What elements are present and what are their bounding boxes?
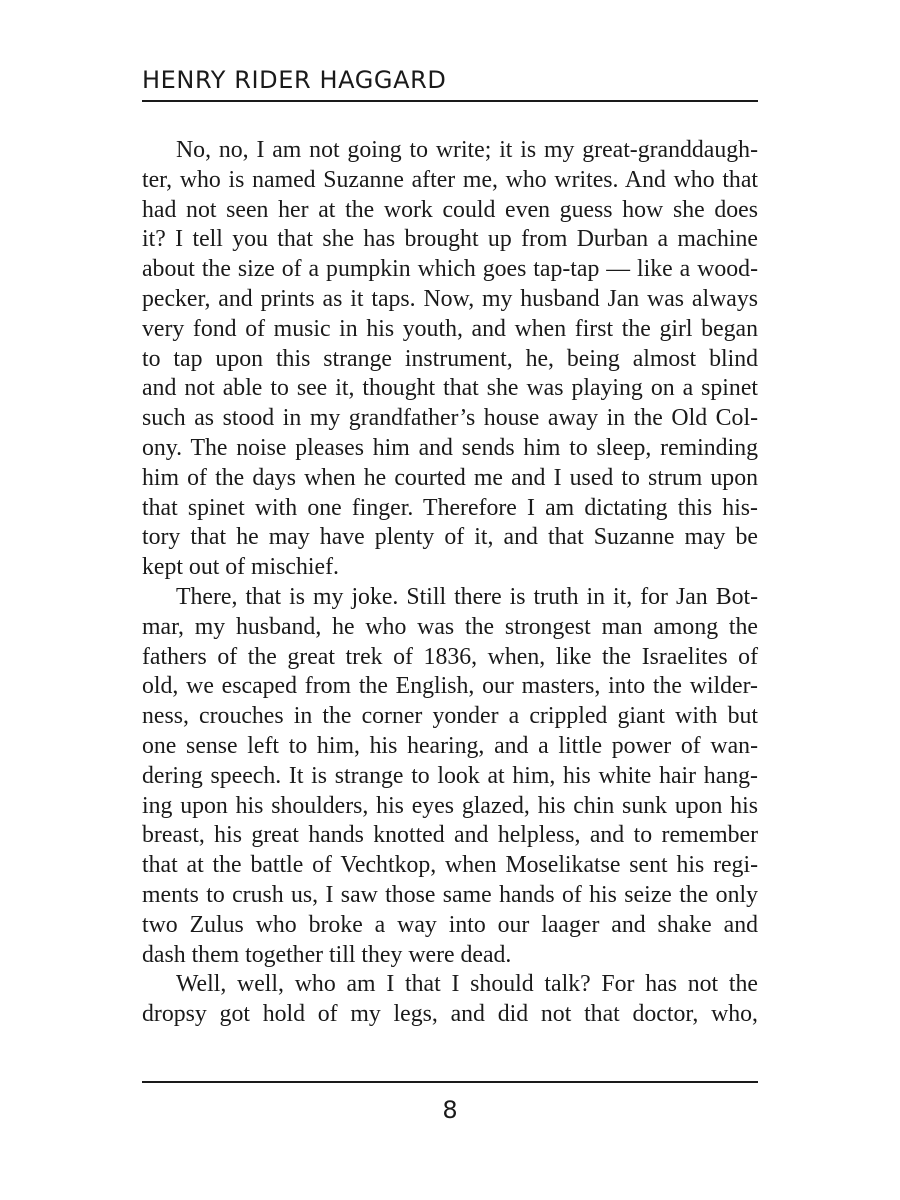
text-line: No, no, I am not going to write; it is my great-granddaugh-	[176, 137, 758, 163]
text-line: him of the days when he courted me and I used to strum upon	[142, 464, 758, 491]
text-line: ony. The noise pleases him and sends him to sleep, reminding	[142, 434, 758, 461]
page-number: 8	[442, 1096, 458, 1124]
paragraph-3	[142, 970, 758, 1030]
text-line: had not seen her at the work could even guess how she does	[142, 196, 758, 223]
text-line: ments to crush us, I saw those same hands of his seize the only	[142, 881, 758, 908]
text-line: mar, my husband, he who was the strongest man among the	[142, 613, 758, 640]
text-line: fathers of the great trek of 1836, when, like the Israelites of	[142, 643, 758, 670]
text-line: dering speech. It is strange to look at him, his white hair hang-	[142, 762, 758, 789]
text-line: pecker, and prints as it taps. Now, my husband Jan was always	[142, 285, 758, 312]
text-line: and not able to see it, thought that she was playing on a spinet	[142, 375, 758, 402]
text-line: that spinet with one finger. Therefore I am dictating this his-	[142, 494, 758, 521]
text-line: ness, crouches in the corner yonder a crippled giant with but	[142, 703, 758, 730]
text-line: dash them together till they were dead.	[142, 941, 512, 968]
text-line: Well, well, who am I that I should talk? For has not the	[176, 971, 758, 998]
paragraph-2	[142, 583, 758, 970]
text-line: two Zulus who broke a way into our laager and shake and	[142, 911, 758, 938]
text-line: kept out of mischief.	[142, 554, 339, 581]
text-line: about the size of a pumpkin which goes tap-tap — like a wood-	[142, 256, 758, 283]
text-line: old, we escaped from the English, our masters, into the wilder-	[142, 673, 758, 700]
running-header: HENRY RIDER HAGGARD	[142, 66, 447, 94]
text-line: dropsy got hold of my legs, and did not that doctor, who,	[142, 1001, 758, 1028]
footer-rule	[142, 1081, 758, 1083]
text-line: one sense left to him, his hearing, and a little power of wan-	[142, 732, 758, 759]
text-line: it? I tell you that she has brought up from Durban a machine	[142, 226, 758, 253]
text-line: There, that is my joke. Still there is truth in it, for Jan Bot-	[176, 583, 758, 610]
body-text	[142, 136, 758, 1030]
text-line: to tap upon this strange instrument, he, being almost blind	[142, 345, 758, 372]
text-line: such as stood in my grandfather’s house away in the Old Col-	[142, 405, 758, 432]
text-line: tory that he may have plenty of it, and that Suzanne may be	[142, 524, 758, 551]
text-line: that at the battle of Vechtkop, when Moselikatse sent his regi-	[142, 852, 758, 879]
text-line: breast, his great hands knotted and helpless, and to remember	[142, 822, 758, 849]
text-line: very fond of music in his youth, and when first the girl began	[142, 315, 758, 342]
header-rule	[142, 100, 758, 102]
text-line: ing upon his shoulders, his eyes glazed, his chin sunk upon his	[142, 792, 758, 819]
paragraph-1	[142, 136, 758, 583]
text-line: ter, who is named Suzanne after me, who writes. And who that	[142, 166, 758, 193]
